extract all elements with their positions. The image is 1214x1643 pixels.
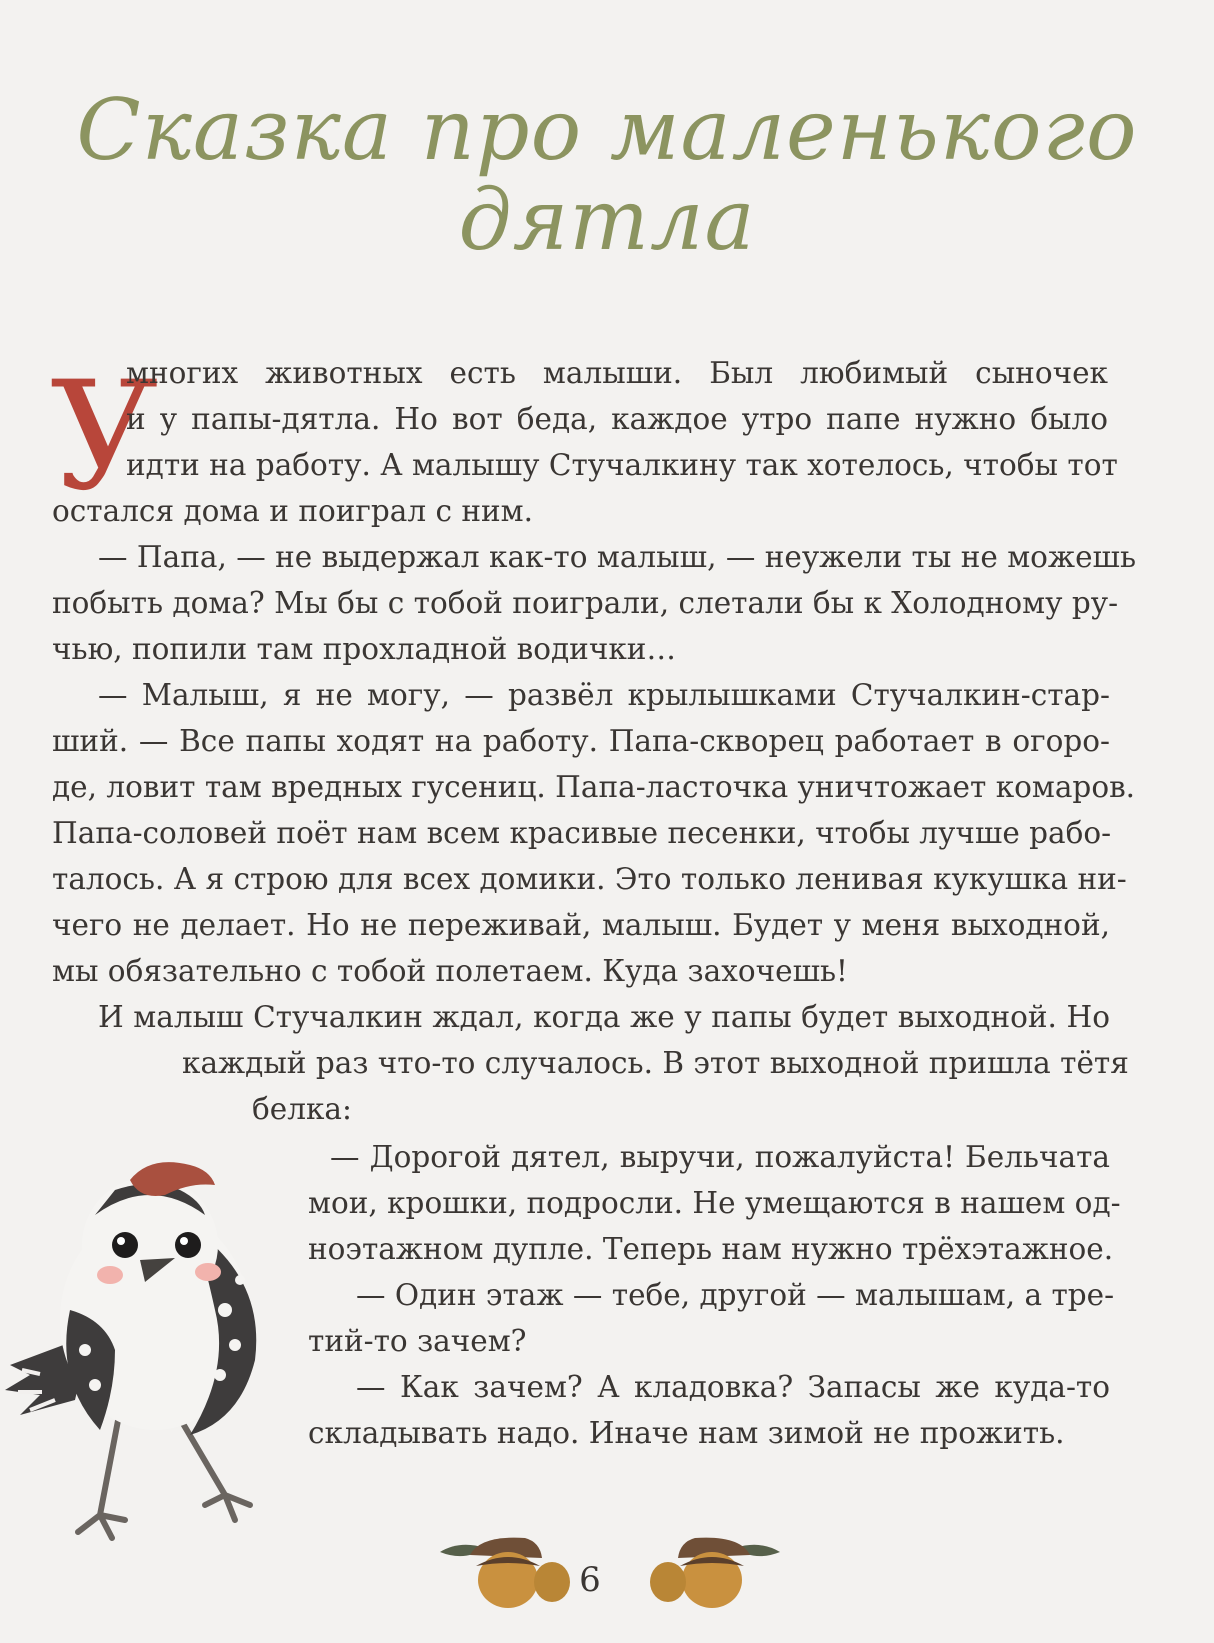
story-title-line-2: дятла: [458, 171, 756, 269]
text-line: мы обязательно с тобой полетаем. Куда захочешь!: [52, 954, 848, 988]
text-line: де, ловит там вредных гусениц. Папа-ласточка уничтожает комаров.: [52, 770, 1136, 804]
text-line: ноэтажном дупле. Теперь нам нужно трёхэтажное.: [308, 1232, 1114, 1266]
text-line: белка:: [252, 1092, 352, 1126]
text-line: складывать надо. Иначе нам зимой не прожить.: [308, 1416, 1065, 1450]
text-line: — Как зачем? А кладовка? Запасы же куда-то: [356, 1370, 1110, 1404]
page-number: 6: [579, 1560, 601, 1600]
text-line: — Один этаж — тебе, другой — малышам, а тре-: [356, 1278, 1115, 1312]
text-line: Папа-соловей поёт нам всем красивые песенки, чтобы лучше рабо-: [52, 816, 1112, 850]
text-line: талось. А я строю для всех домики. Это только ленивая кукушка ни-: [52, 862, 1127, 896]
text-line: многих животных есть малыши. Был любимый сыночек: [126, 356, 1108, 390]
text-line: и у папы-дятла. Но вот беда, каждое утро папе нужно было: [126, 402, 1108, 436]
drop-cap: У: [50, 350, 159, 524]
text-line: И малыш Стучалкин ждал, когда же у папы будет выходной. Но: [98, 1000, 1110, 1034]
text-line: чего не делает. Но не переживай, малыш. Будет у меня выходной,: [52, 908, 1110, 942]
text-line: каждый раз что-то случалось. В этот выходной пришла тётя: [182, 1046, 1129, 1080]
text-line: мои, крошки, подросли. Не умещаются в нашем од-: [308, 1186, 1121, 1220]
acorn-icon: [640, 1530, 780, 1610]
text-line: — Малыш, я не могу, — развёл крылышками Стучалкин-стар-: [98, 678, 1110, 712]
text-line: ший. — Все папы ходят на работу. Папа-скворец работает в огоро-: [52, 724, 1110, 758]
woodpecker-chick-icon: [0, 1160, 300, 1560]
text-line: тий-то зачем?: [308, 1324, 527, 1358]
acorn-icon: [440, 1530, 580, 1610]
story-title-line-1: Сказка про маленького: [76, 81, 1138, 179]
text-line: идти на работу. А малышу Стучалкину так хотелось, чтобы тот: [126, 448, 1118, 482]
text-line: побыть дома? Мы бы с тобой поиграли, слетали бы к Холодному ру-: [52, 586, 1119, 620]
text-line: — Папа, — не выдержал как-то малыш, — неужели ты не можешь: [98, 540, 1137, 574]
text-line: остался дома и поиграл с ним.: [52, 494, 533, 528]
text-line: — Дорогой дятел, выручи, пожалуйста! Бельчата: [330, 1140, 1110, 1174]
text-line: чью, попили там прохладной водички…: [52, 632, 676, 666]
